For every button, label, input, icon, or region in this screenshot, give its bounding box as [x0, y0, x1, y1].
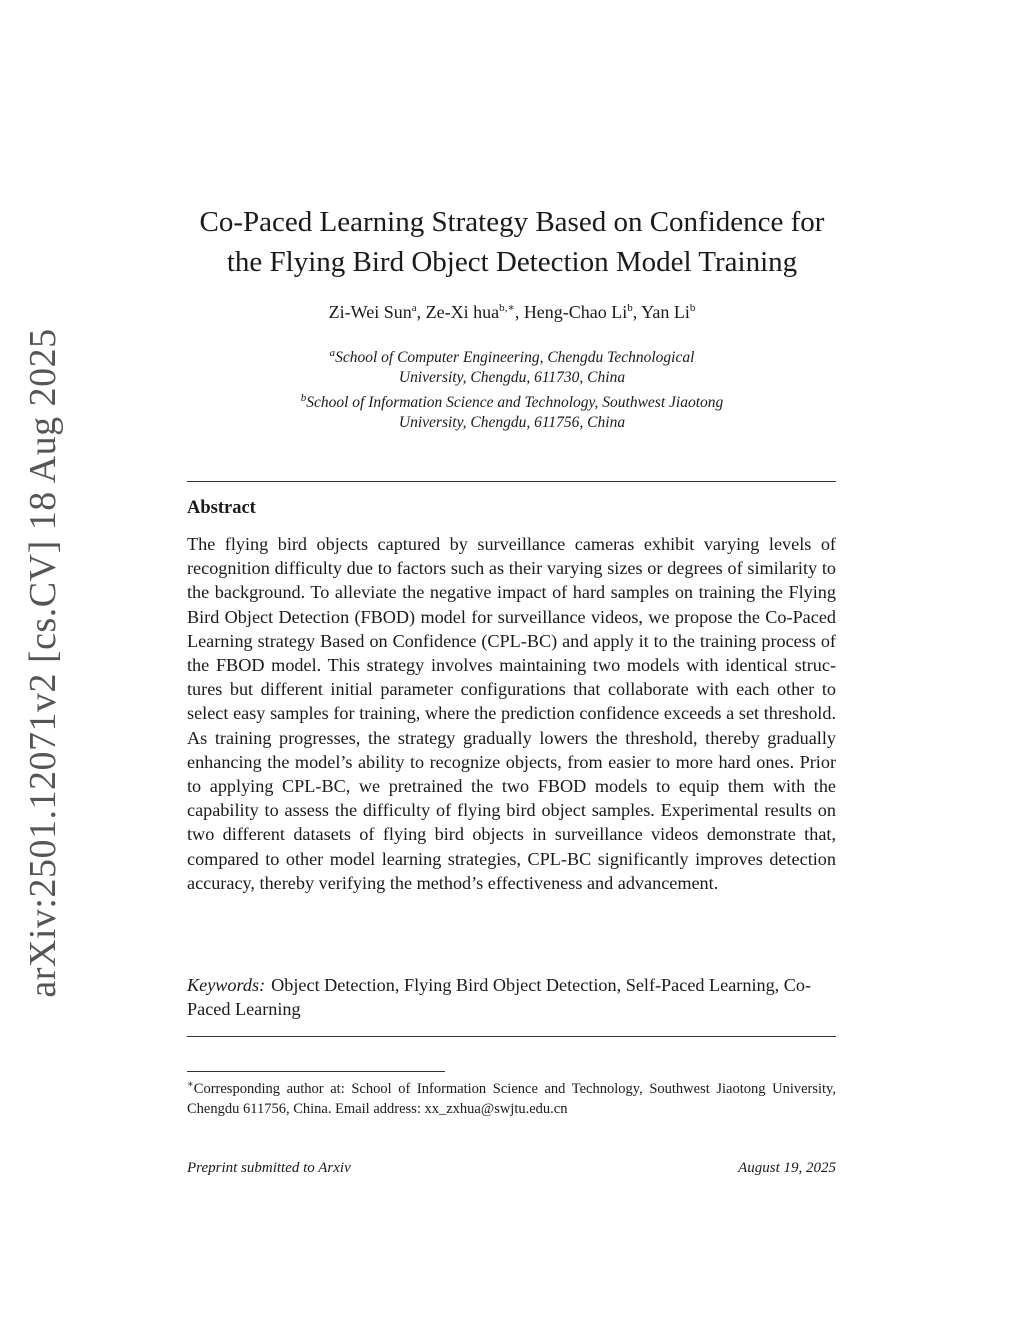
- keywords-label: Keywords:: [187, 975, 266, 995]
- title-line-2: the Flying Bird Object Detection Model Training: [226, 246, 798, 278]
- author: Heng-Chao Li: [523, 302, 628, 322]
- paper-title: [150, 202, 874, 282]
- abstract-text: The flying bird objects captured by surveillance cameras exhibit varying levels of recognition difficulty due to factors such as their varying sizes or degrees of similarity to the background. To alleviate the negative impact of hard samples on training the Flying Bird Object Detection (FBOD) model for surveillance videos, we propose the Co-Paced Learning strategy Based on Confidence (CPL-BC) and apply it to the training process of the FBOD model. This strategy involves maintaining two models with identical structures but different initial parameter configurations that collaborate with each other to select easy samples for training, where the prediction confidence exceeds a set threshold. As training progresses, the strategy gradually lowers the threshold, thereby gradually enhancing the model’s ability to recognize objects, from easier to more hard ones. Prior to applying CPL-BC, we pretrained the two FBOD models to equip them with the capability to assess the difficulty of flying bird object samples. Experimental results on two different datasets of flying bird objects in surveillance videos demonstrate that, compared to other model learning strategies, CPL-BC significantly improves detection accuracy, thereby verifying the method’s effectiveness and advancement.: [187, 534, 836, 893]
- affiliation-a-line-2: University, Chengdu, 611730, China: [398, 369, 626, 387]
- arxiv-id: arXiv:2501.12071v2 [cs.CV] 18 Aug 2025: [22, 327, 64, 998]
- author: Yan Li: [641, 302, 690, 322]
- footnote-mark: ∗: [187, 1079, 194, 1090]
- abstract-top-rule: [187, 481, 836, 482]
- affiliation-b: $^b$School of Information Science and Technology, Southwest Jiaotong: [300, 392, 724, 412]
- affiliation-a: $^a$School of Computer Engineering, Chengdu Technological: [329, 347, 695, 367]
- footnote-rule: [187, 1071, 445, 1072]
- title-line-1: Co-Paced Learning Strategy Based on Confidence for: [199, 206, 825, 238]
- abstract-heading: Abstract: [187, 498, 256, 518]
- author-affil-mark: b,∗: [499, 302, 515, 314]
- author-affil-mark: b: [689, 302, 696, 314]
- keywords-text: Object Detection, Flying Bird Object Detection, Self-Paced Learning, Co-Paced Learning: [187, 975, 812, 1020]
- affiliation-b-line-2: University, Chengdu, 611756, China: [398, 414, 626, 432]
- corresponding-author-footnote: [187, 1075, 836, 1119]
- affiliations: [150, 343, 874, 433]
- abstract-bottom-rule: [187, 1036, 836, 1037]
- footnote-text: Corresponding author at: School of Information Science and Technology, Southwest Jiaotong University, Chengdu 611756, China. Email address: xx_zxhua@swjtu.edu.cn: [187, 1080, 836, 1117]
- author: Ze-Xi hua: [425, 302, 500, 322]
- preprint-date: August 19, 2025: [738, 1160, 836, 1176]
- keywords: [187, 973, 836, 1021]
- author: Zi-Wei Sun: [328, 302, 412, 322]
- author-affil-mark: b: [627, 302, 633, 314]
- preprint-notice: Preprint submitted to Arxiv: [187, 1160, 351, 1176]
- arxiv-sidebar-stamp: [18, 327, 68, 998]
- author-affil-mark: a: [411, 302, 417, 314]
- author-list: Zi-Wei Sun$^a$, Ze-Xi hua$^{b,∗}$, Heng-Chao Li$^b$, Yan Li$^b$: [328, 302, 696, 322]
